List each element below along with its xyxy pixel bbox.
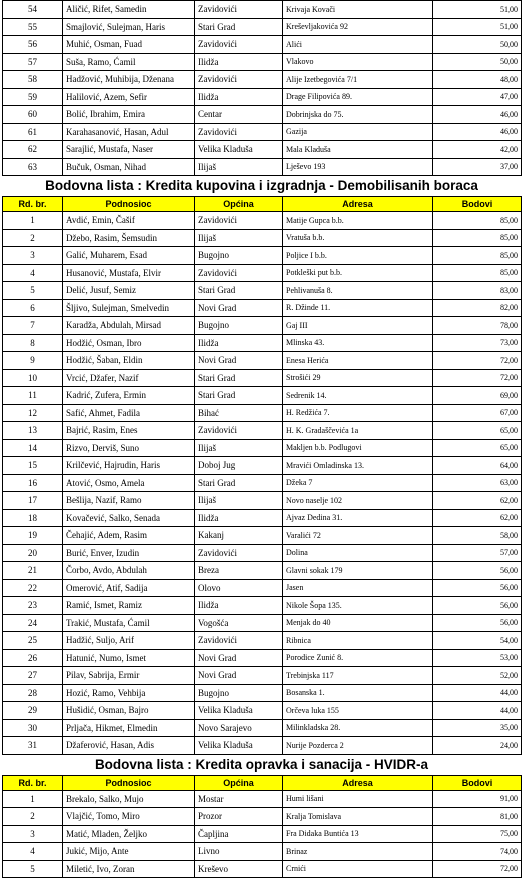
cell-podnosioc: Atović, Osmo, Amela — [63, 474, 195, 492]
table-row — [3, 53, 522, 71]
cell-adresa: Milinkladska 28. — [283, 719, 433, 737]
cell-rd-br: 1 — [3, 790, 63, 808]
cell-podnosioc: Čehajić, Adem, Rasim — [63, 527, 195, 545]
cell-opcina: Ilijaš — [195, 158, 283, 176]
cell-rd-br: 9 — [3, 352, 63, 370]
cell-adresa: Alije Izetbegovića 7/1 — [283, 71, 433, 89]
cell-opcina: Zavidovići — [195, 632, 283, 650]
cell-podnosioc: Vlajčić, Tomo, Miro — [63, 808, 195, 826]
cell-rd-br: 20 — [3, 544, 63, 562]
cell-bodovi: 62,00 — [433, 509, 522, 527]
cell-bodovi: 56,00 — [433, 562, 522, 580]
table-row — [3, 123, 522, 141]
cell-adresa: Ribnica — [283, 632, 433, 650]
cell-opcina: Zavidovići — [195, 1, 283, 19]
cell-rd-br: 10 — [3, 369, 63, 387]
cell-podnosioc: Bajrić, Rasim, Enes — [63, 422, 195, 440]
cell-rd-br: 2 — [3, 808, 63, 826]
cell-bodovi: 50,00 — [433, 53, 522, 71]
cell-rd-br: 3 — [3, 825, 63, 843]
cell-rd-br: 8 — [3, 334, 63, 352]
cell-opcina: Mostar — [195, 790, 283, 808]
cell-podnosioc: Pilav, Sabrija, Ermir — [63, 667, 195, 685]
cell-adresa: Crnići — [283, 860, 433, 878]
cell-opcina: Novi Grad — [195, 299, 283, 317]
cell-bodovi: 75,00 — [433, 825, 522, 843]
cell-podnosioc: Hodžić, Osman, Ibro — [63, 334, 195, 352]
cell-podnosioc: Hadžić, Suljo, Arif — [63, 632, 195, 650]
cell-rd-br: 59 — [3, 88, 63, 106]
cell-bodovi: 46,00 — [433, 106, 522, 124]
cell-rd-br: 18 — [3, 509, 63, 527]
cell-rd-br: 22 — [3, 579, 63, 597]
cell-podnosioc: Čorbo, Avdo, Abdulah — [63, 562, 195, 580]
cell-bodovi: 48,00 — [433, 71, 522, 89]
cell-bodovi: 56,00 — [433, 597, 522, 615]
cell-opcina: Ilidža — [195, 53, 283, 71]
cell-podnosioc: Muhić, Osman, Fuad — [63, 36, 195, 54]
header-opcina: Općina — [195, 775, 283, 790]
cell-opcina: Ilidža — [195, 88, 283, 106]
cell-bodovi: 54,00 — [433, 632, 522, 650]
section-title-hvidr: Bodovna lista : Kredita opravka i sanacija - HVIDR-a — [0, 755, 523, 775]
table-row — [3, 579, 522, 597]
cell-podnosioc: Jukić, Mijo, Ante — [63, 843, 195, 861]
cell-rd-br: 11 — [3, 387, 63, 405]
cell-podnosioc: Krilčević, Hajrudin, Haris — [63, 457, 195, 475]
cell-podnosioc: Smajlović, Sulejman, Haris — [63, 18, 195, 36]
cell-opcina: Zavidovići — [195, 212, 283, 230]
cell-opcina: Bugojno — [195, 684, 283, 702]
table-row — [3, 808, 522, 826]
cell-opcina: Stari Grad — [195, 474, 283, 492]
cell-podnosioc: Safić, Ahmet, Fadila — [63, 404, 195, 422]
cell-rd-br: 4 — [3, 264, 63, 282]
header-podnosioc: Podnosioc — [63, 775, 195, 790]
cell-podnosioc: Kadrić, Zufera, Ermin — [63, 387, 195, 405]
table-row — [3, 544, 522, 562]
cell-bodovi: 81,00 — [433, 808, 522, 826]
cell-opcina: Novi Grad — [195, 667, 283, 685]
section-title-demobilisani: Bodovna lista : Kredita kupovina i izgradnja - Demobilisanih boraca — [0, 176, 523, 196]
cell-bodovi: 85,00 — [433, 229, 522, 247]
cell-opcina: Doboj Jug — [195, 457, 283, 475]
cell-podnosioc: Hadžović, Muhibija, Dženana — [63, 71, 195, 89]
cell-rd-br: 1 — [3, 212, 63, 230]
cell-rd-br: 17 — [3, 492, 63, 510]
cell-bodovi: 56,00 — [433, 614, 522, 632]
table-row — [3, 860, 522, 878]
table-row — [3, 790, 522, 808]
cell-opcina: Prozor — [195, 808, 283, 826]
cell-podnosioc: Brekalo, Salko, Mujo — [63, 790, 195, 808]
cell-podnosioc: Karahasanović, Hasan, Adul — [63, 123, 195, 141]
cell-podnosioc: Hozić, Ramo, Vehbija — [63, 684, 195, 702]
table-row — [3, 719, 522, 737]
table-row — [3, 334, 522, 352]
cell-bodovi: 69,00 — [433, 387, 522, 405]
table-header-row — [3, 197, 522, 212]
cell-adresa: Dobrinjska do 75. — [283, 106, 433, 124]
cell-rd-br: 24 — [3, 614, 63, 632]
cell-bodovi: 72,00 — [433, 860, 522, 878]
cell-adresa: Glavni sokak 179 — [283, 562, 433, 580]
table-row — [3, 404, 522, 422]
cell-podnosioc: Omerović, Atif, Sadija — [63, 579, 195, 597]
cell-rd-br: 54 — [3, 1, 63, 19]
table-row — [3, 649, 522, 667]
table-section-1 — [2, 0, 522, 176]
cell-rd-br: 12 — [3, 404, 63, 422]
cell-podnosioc: Bučuk, Osman, Nihad — [63, 158, 195, 176]
cell-rd-br: 30 — [3, 719, 63, 737]
cell-adresa: Enesa Herića — [283, 352, 433, 370]
cell-opcina: Ilijaš — [195, 229, 283, 247]
table-row — [3, 387, 522, 405]
table-row — [3, 632, 522, 650]
cell-rd-br: 31 — [3, 737, 63, 755]
cell-rd-br: 5 — [3, 282, 63, 300]
cell-opcina: Stari Grad — [195, 387, 283, 405]
cell-opcina: Zavidovići — [195, 544, 283, 562]
cell-podnosioc: Husanović, Mustafa, Elvir — [63, 264, 195, 282]
cell-bodovi: 51,00 — [433, 1, 522, 19]
cell-bodovi: 83,00 — [433, 282, 522, 300]
table-row — [3, 457, 522, 475]
cell-opcina: Čapljina — [195, 825, 283, 843]
cell-opcina: Stari Grad — [195, 282, 283, 300]
cell-podnosioc: Prljača, Hikmet, Elmedin — [63, 719, 195, 737]
table-row — [3, 212, 522, 230]
table-row — [3, 422, 522, 440]
cell-podnosioc: Aličić, Rifet, Samedin — [63, 1, 195, 19]
cell-opcina: Stari Grad — [195, 369, 283, 387]
cell-adresa: Vratuša b.b. — [283, 229, 433, 247]
cell-opcina: Ilijaš — [195, 439, 283, 457]
table-row — [3, 88, 522, 106]
cell-opcina: Velika Kladuša — [195, 737, 283, 755]
cell-opcina: Zavidovići — [195, 264, 283, 282]
table-row — [3, 492, 522, 510]
cell-rd-br: 29 — [3, 702, 63, 720]
cell-rd-br: 63 — [3, 158, 63, 176]
header-rd-br: Rd. br. — [3, 197, 63, 212]
cell-bodovi: 44,00 — [433, 702, 522, 720]
cell-rd-br: 23 — [3, 597, 63, 615]
cell-adresa: Alići — [283, 36, 433, 54]
header-adresa: Adresa — [283, 775, 433, 790]
cell-rd-br: 3 — [3, 247, 63, 265]
cell-adresa: Matije Gupca b.b. — [283, 212, 433, 230]
cell-bodovi: 85,00 — [433, 264, 522, 282]
table-row — [3, 439, 522, 457]
table-row — [3, 317, 522, 335]
cell-podnosioc: Burić, Enver, Izudin — [63, 544, 195, 562]
cell-rd-br: 14 — [3, 439, 63, 457]
cell-bodovi: 24,00 — [433, 737, 522, 755]
cell-opcina: Zavidovići — [195, 123, 283, 141]
table-row — [3, 825, 522, 843]
cell-adresa: Džeka 7 — [283, 474, 433, 492]
cell-podnosioc: Vrcić, Džafer, Nazif — [63, 369, 195, 387]
cell-podnosioc: Hušidić, Osman, Bajro — [63, 702, 195, 720]
cell-adresa: Vlakovo — [283, 53, 433, 71]
cell-opcina: Vogošća — [195, 614, 283, 632]
cell-adresa: Ajvaz Dedina 31. — [283, 509, 433, 527]
table-row — [3, 737, 522, 755]
cell-bodovi: 82,00 — [433, 299, 522, 317]
header-bodovi: Bodovi — [433, 197, 522, 212]
cell-rd-br: 26 — [3, 649, 63, 667]
cell-rd-br: 13 — [3, 422, 63, 440]
cell-podnosioc: Rizvo, Derviš, Suno — [63, 439, 195, 457]
table-row — [3, 527, 522, 545]
cell-rd-br: 4 — [3, 843, 63, 861]
cell-bodovi: 44,00 — [433, 684, 522, 702]
cell-bodovi: 85,00 — [433, 247, 522, 265]
table-row — [3, 843, 522, 861]
cell-bodovi: 46,00 — [433, 123, 522, 141]
cell-podnosioc: Trakić, Mustafa, Ćamil — [63, 614, 195, 632]
cell-podnosioc: Galić, Muharem, Esad — [63, 247, 195, 265]
cell-opcina: Zavidovići — [195, 36, 283, 54]
cell-rd-br: 60 — [3, 106, 63, 124]
cell-opcina: Kreševo — [195, 860, 283, 878]
cell-rd-br: 19 — [3, 527, 63, 545]
cell-adresa: Jasen — [283, 579, 433, 597]
header-podnosioc: Podnosioc — [63, 197, 195, 212]
cell-opcina: Stari Grad — [195, 18, 283, 36]
cell-opcina: Bugojno — [195, 317, 283, 335]
cell-rd-br: 58 — [3, 71, 63, 89]
cell-opcina: Zavidovići — [195, 422, 283, 440]
cell-opcina: Ilidža — [195, 334, 283, 352]
cell-adresa: Porodice Zunić 8. — [283, 649, 433, 667]
cell-adresa: Dolina — [283, 544, 433, 562]
cell-adresa: Gaj III — [283, 317, 433, 335]
cell-adresa: Kreševljakovića 92 — [283, 18, 433, 36]
cell-adresa: Orčeva luka 155 — [283, 702, 433, 720]
cell-rd-br: 62 — [3, 141, 63, 159]
cell-adresa: Trebinjska 117 — [283, 667, 433, 685]
cell-adresa: Pehlivanuša 8. — [283, 282, 433, 300]
table-row — [3, 597, 522, 615]
cell-rd-br: 57 — [3, 53, 63, 71]
cell-bodovi: 42,00 — [433, 141, 522, 159]
table-row — [3, 509, 522, 527]
cell-opcina: Breza — [195, 562, 283, 580]
cell-opcina: Bugojno — [195, 247, 283, 265]
cell-opcina: Livno — [195, 843, 283, 861]
table-row — [3, 141, 522, 159]
table-row — [3, 264, 522, 282]
table-row — [3, 369, 522, 387]
cell-podnosioc: Kovačević, Salko, Senada — [63, 509, 195, 527]
header-opcina: Općina — [195, 197, 283, 212]
header-adresa: Adresa — [283, 197, 433, 212]
cell-rd-br: 25 — [3, 632, 63, 650]
cell-adresa: Bosanska 1. — [283, 684, 433, 702]
cell-adresa: Kralja Tomislava — [283, 808, 433, 826]
cell-rd-br: 5 — [3, 860, 63, 878]
cell-podnosioc: Hatunić, Numo, Ismet — [63, 649, 195, 667]
cell-podnosioc: Džebo, Rasim, Šemsudin — [63, 229, 195, 247]
cell-opcina: Novo Sarajevo — [195, 719, 283, 737]
cell-adresa: R. Džinde 11. — [283, 299, 433, 317]
cell-bodovi: 78,00 — [433, 317, 522, 335]
cell-podnosioc: Bolić, Ibrahim, Emira — [63, 106, 195, 124]
cell-rd-br: 21 — [3, 562, 63, 580]
cell-bodovi: 37,00 — [433, 158, 522, 176]
cell-adresa: Gazija — [283, 123, 433, 141]
cell-rd-br: 61 — [3, 123, 63, 141]
cell-podnosioc: Suša, Ramo, Ćamil — [63, 53, 195, 71]
cell-podnosioc: Hodžić, Šaban, Eldin — [63, 352, 195, 370]
cell-bodovi: 72,00 — [433, 369, 522, 387]
table-row — [3, 106, 522, 124]
cell-opcina: Ilijaš — [195, 492, 283, 510]
table-section-3 — [2, 775, 522, 878]
cell-rd-br: 55 — [3, 18, 63, 36]
cell-adresa: Potkleški put b.b. — [283, 264, 433, 282]
cell-adresa: Humi lišani — [283, 790, 433, 808]
cell-bodovi: 65,00 — [433, 422, 522, 440]
cell-adresa: Fra Didaka Buntića 13 — [283, 825, 433, 843]
cell-bodovi: 72,00 — [433, 352, 522, 370]
cell-adresa: Nurije Pozderca 2 — [283, 737, 433, 755]
cell-podnosioc: Halilović, Azem, Sefir — [63, 88, 195, 106]
cell-podnosioc: Karadža, Abdulah, Mirsad — [63, 317, 195, 335]
table-row — [3, 229, 522, 247]
cell-bodovi: 65,00 — [433, 439, 522, 457]
cell-adresa: Poljice I b.b. — [283, 247, 433, 265]
cell-bodovi: 58,00 — [433, 527, 522, 545]
cell-adresa: Varalići 72 — [283, 527, 433, 545]
table-row — [3, 667, 522, 685]
header-rd-br: Rd. br. — [3, 775, 63, 790]
cell-adresa: Strošići 29 — [283, 369, 433, 387]
cell-bodovi: 57,00 — [433, 544, 522, 562]
table-row — [3, 36, 522, 54]
table-header-row — [3, 775, 522, 790]
table-row — [3, 702, 522, 720]
cell-bodovi: 35,00 — [433, 719, 522, 737]
cell-rd-br: 16 — [3, 474, 63, 492]
cell-podnosioc: Miletić, Ivo, Zoran — [63, 860, 195, 878]
cell-opcina: Velika Kladuša — [195, 141, 283, 159]
cell-adresa: Nikole Šopa 135. — [283, 597, 433, 615]
cell-adresa: Drage Filipovića 89. — [283, 88, 433, 106]
cell-adresa: Brinaz — [283, 843, 433, 861]
table-row — [3, 684, 522, 702]
cell-rd-br: 2 — [3, 229, 63, 247]
cell-podnosioc: Džaferović, Hasan, Adis — [63, 737, 195, 755]
cell-bodovi: 64,00 — [433, 457, 522, 475]
cell-bodovi: 52,00 — [433, 667, 522, 685]
table-row — [3, 299, 522, 317]
cell-opcina: Kakanj — [195, 527, 283, 545]
cell-podnosioc: Delić, Jusuf, Semiz — [63, 282, 195, 300]
cell-bodovi: 53,00 — [433, 649, 522, 667]
cell-bodovi: 91,00 — [433, 790, 522, 808]
cell-adresa: H. Redžića 7. — [283, 404, 433, 422]
cell-podnosioc: Šljivo, Sulejman, Smelvedin — [63, 299, 195, 317]
table-row — [3, 71, 522, 89]
cell-opcina: Centar — [195, 106, 283, 124]
cell-bodovi: 62,00 — [433, 492, 522, 510]
cell-podnosioc: Sarajlić, Mustafa, Naser — [63, 141, 195, 159]
cell-rd-br: 56 — [3, 36, 63, 54]
cell-adresa: Krivaja Kovači — [283, 1, 433, 19]
cell-rd-br: 28 — [3, 684, 63, 702]
table-section-2 — [2, 196, 522, 755]
cell-podnosioc: Matić, Mladen, Željko — [63, 825, 195, 843]
cell-opcina: Zavidovići — [195, 71, 283, 89]
cell-opcina: Velika Kladuša — [195, 702, 283, 720]
cell-opcina: Novi Grad — [195, 649, 283, 667]
table-row — [3, 614, 522, 632]
cell-adresa: Mravići Omladinska 13. — [283, 457, 433, 475]
cell-rd-br: 7 — [3, 317, 63, 335]
cell-rd-br: 6 — [3, 299, 63, 317]
cell-bodovi: 47,00 — [433, 88, 522, 106]
table-row — [3, 247, 522, 265]
table-row — [3, 282, 522, 300]
cell-opcina: Olovo — [195, 579, 283, 597]
cell-opcina: Novi Grad — [195, 352, 283, 370]
cell-adresa: H. K. Gradaščevića 1a — [283, 422, 433, 440]
cell-podnosioc: Ramić, Ismet, Ramiz — [63, 597, 195, 615]
cell-bodovi: 63,00 — [433, 474, 522, 492]
cell-adresa: Mlinska 43. — [283, 334, 433, 352]
cell-adresa: Lješevo 193 — [283, 158, 433, 176]
table-row — [3, 562, 522, 580]
table-row — [3, 474, 522, 492]
cell-adresa: Novo naselje 102 — [283, 492, 433, 510]
cell-bodovi: 85,00 — [433, 212, 522, 230]
cell-opcina: Ilidža — [195, 597, 283, 615]
header-bodovi: Bodovi — [433, 775, 522, 790]
table-row — [3, 1, 522, 19]
cell-opcina: Ilidža — [195, 509, 283, 527]
table-row — [3, 352, 522, 370]
cell-bodovi: 51,00 — [433, 18, 522, 36]
cell-bodovi: 73,00 — [433, 334, 522, 352]
cell-adresa: Mala Kladuša — [283, 141, 433, 159]
cell-rd-br: 27 — [3, 667, 63, 685]
cell-rd-br: 15 — [3, 457, 63, 475]
cell-adresa: Sedrenik 14. — [283, 387, 433, 405]
table-row — [3, 18, 522, 36]
cell-bodovi: 56,00 — [433, 579, 522, 597]
cell-adresa: Menjak do 40 — [283, 614, 433, 632]
cell-bodovi: 50,00 — [433, 36, 522, 54]
cell-bodovi: 74,00 — [433, 843, 522, 861]
cell-adresa: Makljen b.b. Podlugovi — [283, 439, 433, 457]
table-row — [3, 158, 522, 176]
cell-podnosioc: Bešlija, Nazif, Ramo — [63, 492, 195, 510]
cell-bodovi: 67,00 — [433, 404, 522, 422]
cell-opcina: Bihać — [195, 404, 283, 422]
cell-podnosioc: Avdić, Emin, Čašif — [63, 212, 195, 230]
